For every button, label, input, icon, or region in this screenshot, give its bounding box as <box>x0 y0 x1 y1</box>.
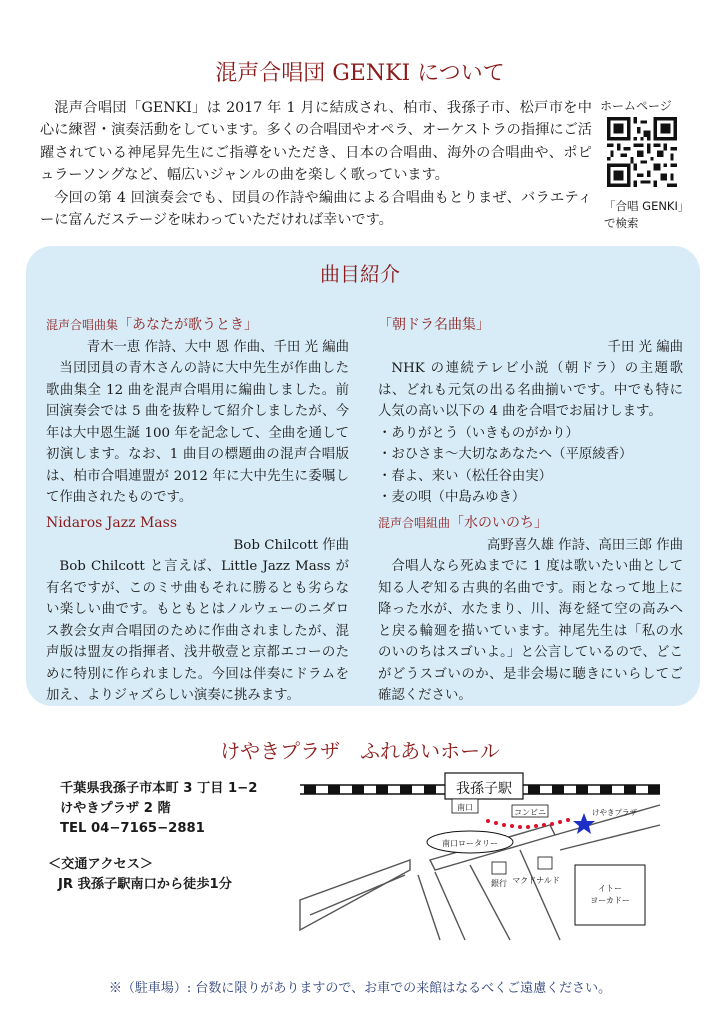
program-item-name: Nidaros Jazz Mass <box>46 515 178 531</box>
ito-yokado-box <box>575 865 645 925</box>
program-item-anata <box>46 315 349 509</box>
list-item: ・麦の唄（中島みゆき） <box>378 490 526 505</box>
page-title: 混声合唱団 GENKI について <box>215 61 505 86</box>
parking-note: ※（駐車場）: 台数に限りがありますので、お車での来館はなるべくご遠慮ください。 <box>108 981 612 996</box>
address-line-2: けやきプラザ 2 階 <box>60 801 171 816</box>
program-item-credit: 青木一恵 作詩、大中 恩 作曲、千田 光 編曲 <box>86 339 349 355</box>
keyaki-plaza-label: けやきプラザ <box>592 808 637 817</box>
program-item-title <box>378 513 683 535</box>
program-item-description: NHK の連続テレビ小説（朝ドラ）の主題歌は、どれも元気の出る名曲揃いです。中でも特に人気の高い以下の 4 曲を合唱でお届けします。 <box>378 361 683 419</box>
program-item-description: 合唱人なら死ぬまでに 1 度は歌いたい曲として知る人ぞ知る古典的名曲です。雨となって地上に降った水が、水たまり、川、海を経て空の高みへと戻る輪廻を描いています。神尾先生は「私の水のいのちはスゴいよ。」と公言しているので、どこがどうスゴいのか、是非会場に聴きにいらしてご確認ください。 <box>378 559 683 703</box>
list-item: ・おひさま～大切なあなたへ（平原綾香） <box>378 447 633 462</box>
program-item-title <box>46 315 349 337</box>
program-title: 曲目紹介 <box>320 262 400 286</box>
bank-label: 銀行 <box>491 879 507 888</box>
program-item-asadora <box>378 315 683 509</box>
ito-yokado-label-2: ヨーカドー <box>590 896 630 905</box>
program-item-title <box>46 513 349 535</box>
venue-map <box>290 765 670 945</box>
program-item-prefix: 混声合唱曲集 <box>46 318 119 332</box>
access-title: ＜交通アクセス＞ <box>48 857 154 872</box>
intro-paragraph-2: 今回の第 4 回演奏会でも、団員の作詩や編曲による合唱曲もとりまぜ、バラエティーに富んだステージを味わっていただければ幸いです。 <box>40 189 592 229</box>
program-item-name: 「水のいのち」 <box>450 515 549 531</box>
list-item: ・春よ、来い（松任谷由実） <box>378 468 553 484</box>
bank-box <box>492 862 506 874</box>
list-item: ・ありがとう（いきものがかり） <box>378 425 579 441</box>
address-line-1: 千葉県我孫子市本町 3 丁目 1−2 <box>60 781 258 796</box>
access-text: JR 我孫子駅南口から徒歩1分 <box>58 877 232 892</box>
search-keyword: 「合唱 GENKI」 <box>604 199 690 213</box>
program-item-name: 「あなたが歌うとき」 <box>118 317 259 333</box>
rotary-label: 南口ロータリー <box>442 839 498 848</box>
station-label: 我孫子駅 <box>456 781 512 797</box>
mcdonalds-box <box>538 857 552 869</box>
program-item-credit: 千田 光 編曲 <box>607 339 683 355</box>
program-item-mizu <box>378 513 683 707</box>
venue-address <box>60 779 257 839</box>
south-exit-label: 南口 <box>457 803 473 812</box>
qr-code-icon[interactable] <box>607 117 677 187</box>
program-item-credit: Bob Chilcott 作曲 <box>233 537 349 553</box>
phone-number[interactable]: TEL 04−7165−2881 <box>60 821 205 836</box>
mcdonalds-label: マクドナルド <box>512 876 560 885</box>
intro-paragraph-1: 混声合唱団「GENKI」は 2017 年 1 月に結成され、柏市、我孫子市、松戸市を中心に練習・演奏活動をしています。多くの合唱団やオペラ、オーケストラの指揮にご活躍されている神尾昇先生にご指導をいただき、日本の合唱曲、海外の合唱曲や、ポピュラーソングなど、幅広いジャンルの曲を楽しく歌っています。 <box>40 100 592 184</box>
access-info <box>48 855 232 895</box>
homepage-search-hint <box>604 198 689 232</box>
program-item-description: Bob Chilcott と言えば、Little Jazz Mass が有名ですが、このミサ曲もそれに勝るとも劣らない楽しい曲です。もともとはノルウェーのニダロス教会女声合唱団のために作曲されましたが、混声版は盟友の指揮者、浅井敬壹と京都エコーのために特別に作られました。今回は伴奏にドラムを加え、よりジャズらしい演奏に挑みます。 <box>46 559 349 703</box>
convenience-store-label: コンビニ <box>514 808 546 817</box>
program-item-description: 当団団員の青木さんの詩に大中先生が作曲した歌曲集全 12 曲を混声合唱用に編曲しました。前回演奏会では 5 曲を抜粋して紹介しましたが、今年は大中恩生誕 100 年を記念して、全曲を通して初演します。なお、1 曲目の標題曲の混声合唱版は、柏市合唱連盟が 2012 年に大中先生に委嘱して作曲されたものです。 <box>46 361 349 505</box>
walking-route <box>486 818 570 829</box>
ito-yokado-label-1: イトー <box>598 884 622 893</box>
program-item-credit: 高野喜久雄 作詩、高田三郎 作曲 <box>487 537 683 553</box>
program-item-nidaros <box>46 513 349 707</box>
intro-text <box>40 97 592 231</box>
program-item-prefix: 混声合唱組曲 <box>378 516 451 530</box>
program-item-name: 「朝ドラ名曲集」 <box>378 317 490 333</box>
program-item-title <box>378 315 683 337</box>
search-instruction: で検索 <box>604 216 639 230</box>
homepage-label: ホームページ <box>600 99 672 113</box>
venue-title: けやきプラザ ふれあいホール <box>220 739 500 763</box>
